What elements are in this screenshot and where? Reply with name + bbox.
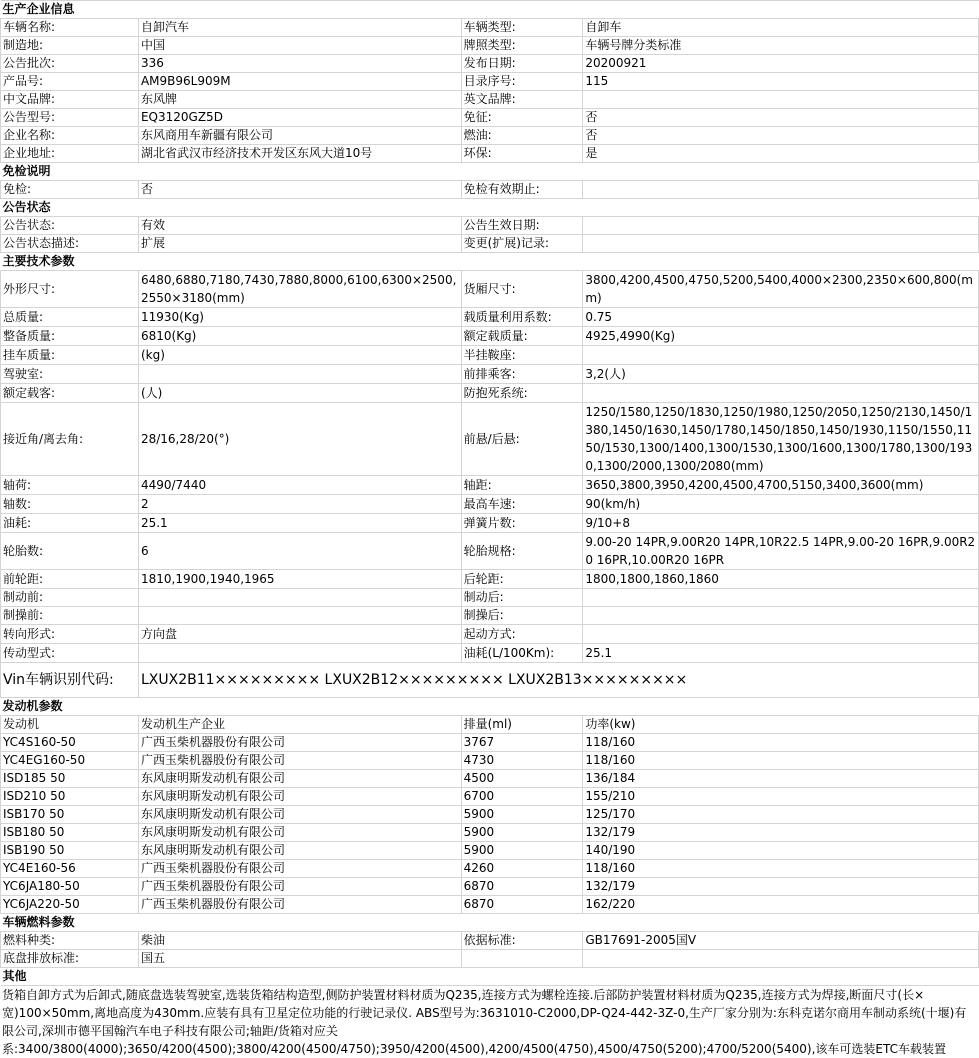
field-value: 2 xyxy=(138,495,461,514)
field-label: 轮胎规格: xyxy=(461,533,583,570)
field-value xyxy=(583,181,979,199)
engine-displacement: 5900 xyxy=(461,824,583,842)
section-title: 车辆燃料参数 xyxy=(1,914,979,932)
table-row xyxy=(1,19,979,37)
field-value xyxy=(583,950,979,968)
engine-row xyxy=(1,770,979,788)
field-value: 9/10+8 xyxy=(583,514,979,533)
field-label: 制动后: xyxy=(461,589,583,607)
field-label: 燃油: xyxy=(461,127,583,145)
table-row xyxy=(1,514,979,533)
field-label: 车辆名称: xyxy=(1,19,139,37)
field-label: 油耗: xyxy=(1,514,139,533)
table-row xyxy=(1,533,979,570)
engine-displacement: 4260 xyxy=(461,860,583,878)
engine-displacement: 4730 xyxy=(461,752,583,770)
field-label: 防抱死系统: xyxy=(461,384,583,403)
field-label: 牌照类型: xyxy=(461,37,583,55)
field-value: 柴油 xyxy=(138,932,461,950)
field-value: 4490/7440 xyxy=(138,476,461,495)
engine-maker: 广西玉柴机器股份有限公司 xyxy=(138,734,461,752)
field-value: 湖北省武汉市经济技术开发区东风大道10号 xyxy=(138,145,461,163)
field-label: 整备质量: xyxy=(1,327,139,346)
field-label: 制操前: xyxy=(1,607,139,625)
field-label: 英文品牌: xyxy=(461,91,583,109)
other-description: 货箱自卸方式为后卸式,随底盘选装驾驶室,选装货箱结构造型,侧防护装置材料材质为Q235,连接方式为螺栓连接.后部防护装置材料材质为Q235,连接方式为焊接,断面尺寸(长×宽)100×50mm,离地高度为430mm.应装有具有卫星定位功能的行驶记录仪. ABS型号为:3631010-C2000,DP-Q24-442-3Z-0,生产厂家分别为:东科克诺尔商用车制动系统(十堰)有限公司,深圳市德平国翰汽车电子科技有限公司;轴距/货箱对应关系:3400/3800(4000);3650/4200(4500);3800/4200(4500/4750);3950/4200(4500),4200/4500(4750),4500/4750(5200);4700/5200(5400),该车可选装ETC车载装置 xyxy=(2,988,967,1056)
field-value: 是 xyxy=(583,145,979,163)
engine-row xyxy=(1,788,979,806)
table-row xyxy=(1,271,979,308)
engine-row xyxy=(1,878,979,896)
field-value: 3650,3800,3950,4200,4500,4700,5150,3400,3600(mm) xyxy=(583,476,979,495)
field-value xyxy=(138,589,461,607)
column-header: 排量(ml) xyxy=(461,716,583,734)
field-label: 环保: xyxy=(461,145,583,163)
vin-label: Vin车辆识别代码: xyxy=(1,663,139,698)
field-label: 油耗(L/100Km): xyxy=(461,644,583,663)
engine-model: ISB180 50 xyxy=(1,824,139,842)
field-label: 免征: xyxy=(461,109,583,127)
engine-maker: 广西玉柴机器股份有限公司 xyxy=(138,752,461,770)
field-label: 目录序号: xyxy=(461,73,583,91)
field-label: 企业名称: xyxy=(1,127,139,145)
field-value: 扩展 xyxy=(138,235,461,253)
field-value: 否 xyxy=(583,127,979,145)
engine-power: 125/170 xyxy=(583,806,979,824)
engine-power: 132/179 xyxy=(583,824,979,842)
field-label: 公告状态描述: xyxy=(1,235,139,253)
engine-model: ISB170 50 xyxy=(1,806,139,824)
section-title: 公告状态 xyxy=(1,199,979,217)
section-title: 生产企业信息 xyxy=(1,1,979,19)
engine-displacement: 5900 xyxy=(461,806,583,824)
engine-maker: 广西玉柴机器股份有限公司 xyxy=(138,860,461,878)
table-row xyxy=(1,37,979,55)
field-value xyxy=(138,644,461,663)
field-label: 驾驶室: xyxy=(1,365,139,384)
engine-maker: 东风康明斯发动机有限公司 xyxy=(138,770,461,788)
field-label: 燃料种类: xyxy=(1,932,139,950)
table-row xyxy=(1,181,979,199)
table-row xyxy=(1,570,979,589)
field-value xyxy=(583,346,979,365)
field-value: 3,2(人) xyxy=(583,365,979,384)
field-label: 底盘排放标准: xyxy=(1,950,139,968)
field-value: 11930(Kg) xyxy=(138,308,461,327)
field-label: 半挂鞍座: xyxy=(461,346,583,365)
section-engine xyxy=(1,698,979,716)
section-exemption xyxy=(1,163,979,181)
field-label: 轮胎数: xyxy=(1,533,139,570)
field-label: 后轮距: xyxy=(461,570,583,589)
table-row xyxy=(1,495,979,514)
field-value: 9.00-20 14PR,9.00R20 14PR,10R22.5 14PR,9.00-20 16PR,9.00R20 16PR,10.00R20 16PR xyxy=(583,533,979,570)
field-value: 25.1 xyxy=(138,514,461,533)
field-value xyxy=(583,91,979,109)
field-value: 国五 xyxy=(138,950,461,968)
field-value xyxy=(583,607,979,625)
column-header: 发动机 xyxy=(1,716,139,734)
engine-row xyxy=(1,752,979,770)
field-value: AM9B96L909M xyxy=(138,73,461,91)
engine-maker: 广西玉柴机器股份有限公司 xyxy=(138,896,461,914)
field-label: 产品号: xyxy=(1,73,139,91)
engine-power: 118/160 xyxy=(583,752,979,770)
field-label: 免检有效期止: xyxy=(461,181,583,199)
table-row xyxy=(1,217,979,235)
field-label: 公告型号: xyxy=(1,109,139,127)
field-value: 28/16,28/20(°) xyxy=(138,403,461,476)
field-label: 发布日期: xyxy=(461,55,583,73)
engine-model: YC4S160-50 xyxy=(1,734,139,752)
engine-displacement: 6700 xyxy=(461,788,583,806)
table-row xyxy=(1,384,979,403)
section-notice xyxy=(1,199,979,217)
engine-row xyxy=(1,824,979,842)
field-value: 否 xyxy=(583,109,979,127)
field-label: 中文品牌: xyxy=(1,91,139,109)
table-row xyxy=(1,476,979,495)
engine-model: ISD185 50 xyxy=(1,770,139,788)
engine-power: 136/184 xyxy=(583,770,979,788)
table-row xyxy=(1,145,979,163)
field-label: 接近角/离去角: xyxy=(1,403,139,476)
field-value: 6810(Kg) xyxy=(138,327,461,346)
field-value xyxy=(583,217,979,235)
field-label: 制造地: xyxy=(1,37,139,55)
section-other xyxy=(1,968,979,986)
field-value: 1250/1580,1250/1830,1250/1980,1250/2050,1250/2130,1450/1380,1450/1630,1450/1780,1450/1850,1450/1930,1150/1550,1150/1530,1300/1400,1300/1530,1300/1600,1300/1780,1300/1930,1300/2000,1300/2080(mm) xyxy=(583,403,979,476)
field-value: (kg) xyxy=(138,346,461,365)
table-row xyxy=(1,327,979,346)
table-row xyxy=(1,308,979,327)
field-label: 最高车速: xyxy=(461,495,583,514)
field-value xyxy=(583,589,979,607)
field-value: 车辆号牌分类标准 xyxy=(583,37,979,55)
field-label: 轴距: xyxy=(461,476,583,495)
field-value: 25.1 xyxy=(583,644,979,663)
table-row xyxy=(1,625,979,644)
field-value: 0.75 xyxy=(583,308,979,327)
engine-displacement: 5900 xyxy=(461,842,583,860)
field-value: (人) xyxy=(138,384,461,403)
engine-row xyxy=(1,734,979,752)
field-label: 总质量: xyxy=(1,308,139,327)
field-label: 依据标准: xyxy=(461,932,583,950)
section-params xyxy=(1,253,979,271)
field-label: 前悬/后悬: xyxy=(461,403,583,476)
engine-row xyxy=(1,860,979,878)
engine-model: ISB190 50 xyxy=(1,842,139,860)
section-enterprise xyxy=(1,1,979,19)
field-value: GB17691-2005国V xyxy=(583,932,979,950)
field-label: 额定载质量: xyxy=(461,327,583,346)
table-row xyxy=(1,365,979,384)
field-value: 6 xyxy=(138,533,461,570)
field-value xyxy=(583,235,979,253)
field-value: 中国 xyxy=(138,37,461,55)
table-row xyxy=(1,235,979,253)
field-value: 1800,1800,1860,1860 xyxy=(583,570,979,589)
table-row xyxy=(1,644,979,663)
field-value: 115 xyxy=(583,73,979,91)
engine-model: YC6JA220-50 xyxy=(1,896,139,914)
engine-maker: 东风康明斯发动机有限公司 xyxy=(138,788,461,806)
column-header: 发动机生产企业 xyxy=(138,716,461,734)
field-label: 制操后: xyxy=(461,607,583,625)
vin-value: LXUX2B11××××××××× LXUX2B12××××××××× LXUX2B13××××××××× xyxy=(138,663,978,698)
engine-maker: 东风康明斯发动机有限公司 xyxy=(138,842,461,860)
section-title: 发动机参数 xyxy=(1,698,979,716)
table-row xyxy=(1,73,979,91)
engine-maker: 广西玉柴机器股份有限公司 xyxy=(138,878,461,896)
field-label: 起动方式: xyxy=(461,625,583,644)
engine-displacement: 6870 xyxy=(461,896,583,914)
engine-maker: 东风康明斯发动机有限公司 xyxy=(138,824,461,842)
engine-model: YC6JA180-50 xyxy=(1,878,139,896)
engine-maker: 东风康明斯发动机有限公司 xyxy=(138,806,461,824)
field-label: 制动前: xyxy=(1,589,139,607)
field-label: 变更(扩展)记录: xyxy=(461,235,583,253)
field-value: 1810,1900,1940,1965 xyxy=(138,570,461,589)
table-row xyxy=(1,932,979,950)
vin-row xyxy=(1,663,979,698)
field-label: 轴数: xyxy=(1,495,139,514)
section-title: 免检说明 xyxy=(1,163,979,181)
table-row xyxy=(1,55,979,73)
field-value: 自卸车 xyxy=(583,19,979,37)
engine-displacement: 6870 xyxy=(461,878,583,896)
engine-model: YC4E160-56 xyxy=(1,860,139,878)
field-label: 公告生效日期: xyxy=(461,217,583,235)
field-label: 前排乘客: xyxy=(461,365,583,384)
field-label: 公告批次: xyxy=(1,55,139,73)
field-label: 转向形式: xyxy=(1,625,139,644)
engine-power: 155/210 xyxy=(583,788,979,806)
table-row xyxy=(1,589,979,607)
field-value xyxy=(583,384,979,403)
field-label: 公告状态: xyxy=(1,217,139,235)
table-row xyxy=(1,607,979,625)
engine-power: 140/190 xyxy=(583,842,979,860)
engine-displacement: 4500 xyxy=(461,770,583,788)
field-value: 东风商用车新疆有限公司 xyxy=(138,127,461,145)
field-label: 货厢尺寸: xyxy=(461,271,583,308)
section-fuel xyxy=(1,914,979,932)
field-value: 3800,4200,4500,4750,5200,5400,4000×2300,2350×600,800(mm) xyxy=(583,271,979,308)
field-label: 挂车质量: xyxy=(1,346,139,365)
column-header: 功率(kw) xyxy=(583,716,979,734)
engine-displacement: 3767 xyxy=(461,734,583,752)
field-value: EQ3120GZ5D xyxy=(138,109,461,127)
section-title: 主要技术参数 xyxy=(1,253,979,271)
engine-header-row xyxy=(1,716,979,734)
engine-power: 118/160 xyxy=(583,860,979,878)
table-row xyxy=(1,127,979,145)
field-label: 额定载客: xyxy=(1,384,139,403)
engine-power: 132/179 xyxy=(583,878,979,896)
field-label: 前轮距: xyxy=(1,570,139,589)
engine-row xyxy=(1,842,979,860)
table-row xyxy=(1,109,979,127)
table-row xyxy=(1,403,979,476)
engine-row xyxy=(1,806,979,824)
engine-model: YC4EG160-50 xyxy=(1,752,139,770)
field-label: 弹簧片数: xyxy=(461,514,583,533)
engine-power: 118/160 xyxy=(583,734,979,752)
field-label: 外形尺寸: xyxy=(1,271,139,308)
engine-model: ISD210 50 xyxy=(1,788,139,806)
engine-row xyxy=(1,896,979,914)
field-value: 90(km/h) xyxy=(583,495,979,514)
table-row xyxy=(1,91,979,109)
engine-power: 162/220 xyxy=(583,896,979,914)
field-value xyxy=(583,625,979,644)
field-label: 免检: xyxy=(1,181,139,199)
field-value: 4925,4990(Kg) xyxy=(583,327,979,346)
field-value: 东风牌 xyxy=(138,91,461,109)
field-value: 自卸汽车 xyxy=(138,19,461,37)
field-label: 载质量利用系数: xyxy=(461,308,583,327)
field-value: 6480,6880,7180,7430,7880,8000,6100,6300×2500,2550×3180(mm) xyxy=(138,271,461,308)
field-label: 传动型式: xyxy=(1,644,139,663)
field-value xyxy=(138,365,461,384)
section-title: 其他 xyxy=(1,968,979,986)
field-value: 336 xyxy=(138,55,461,73)
table-row xyxy=(1,346,979,365)
field-label: 轴荷: xyxy=(1,476,139,495)
field-value: 有效 xyxy=(138,217,461,235)
field-value: 方向盘 xyxy=(138,625,461,644)
field-value xyxy=(138,607,461,625)
field-value: 否 xyxy=(138,181,461,199)
table-row xyxy=(1,950,979,968)
field-label: 车辆类型: xyxy=(461,19,583,37)
field-label: 企业地址: xyxy=(1,145,139,163)
field-label xyxy=(461,950,583,968)
field-value: 20200921 xyxy=(583,55,979,73)
